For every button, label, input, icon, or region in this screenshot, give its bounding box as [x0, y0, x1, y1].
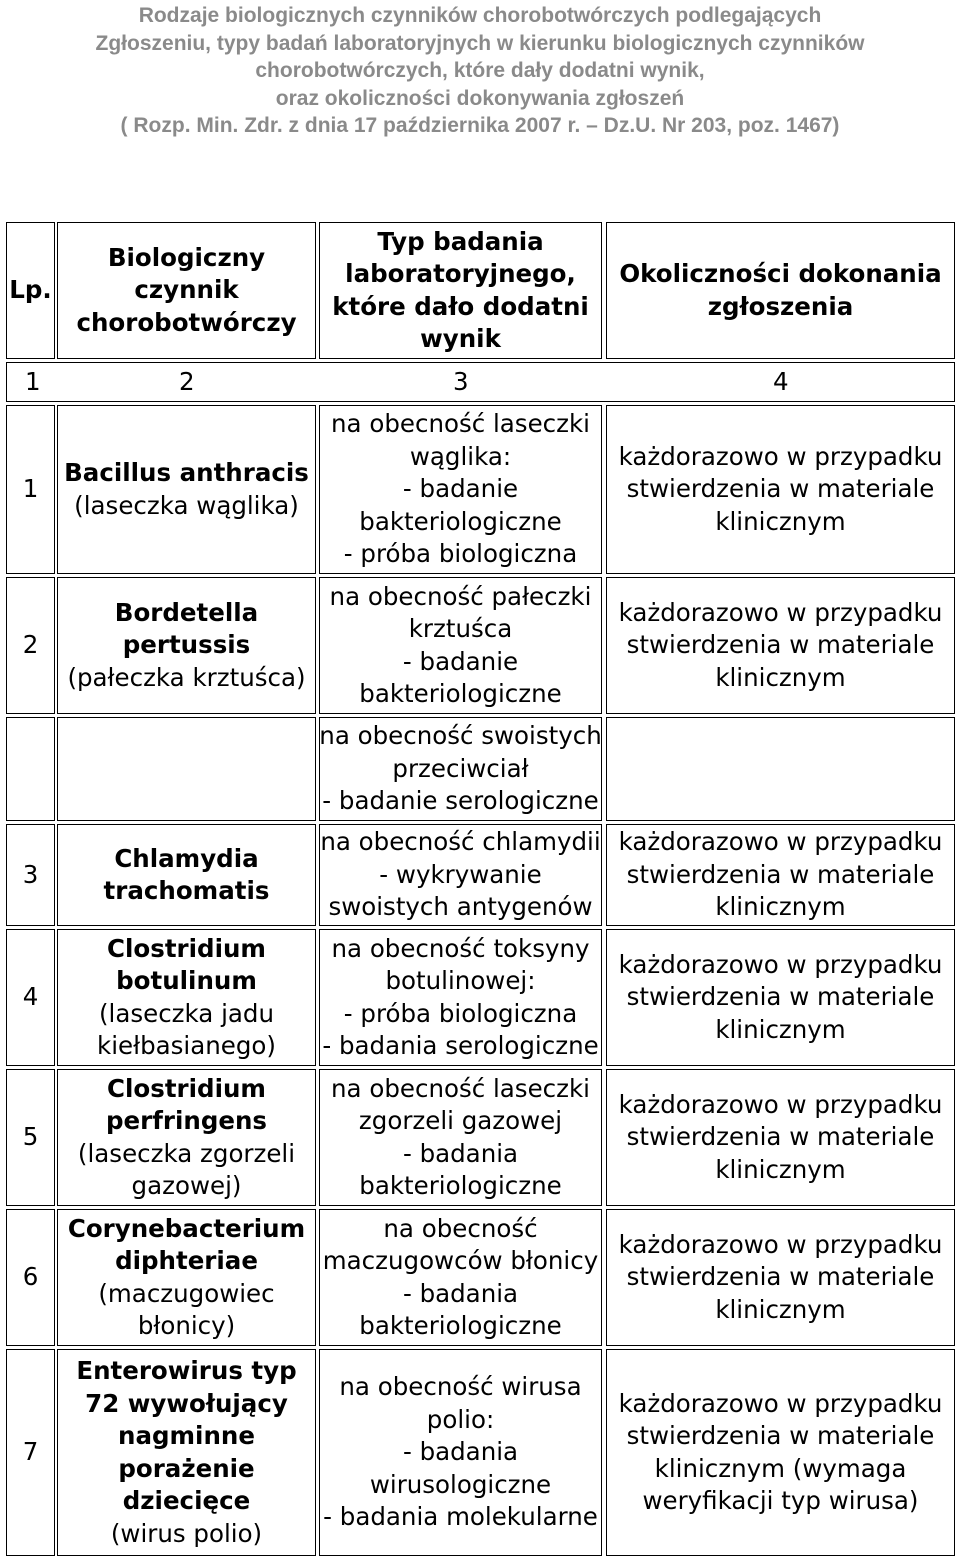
title-line: Zgłoszeniu, typy badań laboratoryjnych w kierunku biologicznych czynników	[95, 31, 865, 55]
pathogen-name-line: botulinum	[116, 966, 257, 995]
report-circumstances	[606, 824, 955, 926]
report-circumstances-line: stwierdzenia w materiale	[626, 982, 935, 1012]
test-type-line: swoistych antygenów	[328, 892, 593, 922]
pathogen-name-line: (maczugowiec	[98, 1278, 275, 1308]
test-type-line: bakteriologiczne	[359, 1171, 562, 1200]
row-number	[6, 824, 55, 926]
pathogen-name-line: (laseczka zgorzeli	[77, 1138, 296, 1168]
row-number-line: 4	[22, 982, 39, 1012]
header-test-line: Typ badania	[377, 226, 544, 256]
row-number	[6, 1069, 55, 1206]
pathogen-name-line: błonicy)	[137, 1311, 236, 1340]
report-circumstances-line: weryfikacji typ wirusa)	[642, 1486, 919, 1515]
test-type-line: - wykrywanie	[379, 859, 542, 889]
test-type-line: przeciwciał	[392, 753, 529, 783]
header-agent	[57, 222, 316, 359]
pathogen-name-line: Clostridium	[107, 933, 266, 963]
test-type-line: bakteriologiczne	[359, 506, 562, 536]
pathogen-name-line: gazowej)	[131, 1171, 242, 1200]
test-type-line: na obecność laseczki	[331, 409, 590, 439]
test-type-line: wirusologiczne	[369, 1469, 552, 1499]
pathogen-name-line: (laseczka wąglika)	[74, 490, 299, 520]
header-test	[319, 222, 602, 359]
test-type-line: - próba biologiczna	[343, 539, 578, 569]
pathogen-name	[57, 824, 316, 926]
report-circumstances-line: każdorazowo w przypadku	[618, 1229, 943, 1259]
report-circumstances-line: klinicznym	[715, 892, 846, 922]
header-circumstances-line: Okoliczności dokonania	[619, 259, 942, 288]
column-numbers-row	[6, 362, 955, 402]
report-circumstances-line: każdorazowo w przypadku	[618, 597, 943, 627]
test-type	[319, 929, 602, 1066]
pathogen-name-line: trachomatis	[103, 876, 270, 905]
pathogen-name-line: Chlamydia	[114, 843, 259, 873]
column-number: 2	[179, 366, 195, 396]
test-type	[319, 1349, 602, 1556]
header-test-line: które dało dodatni	[332, 291, 589, 321]
row-number	[6, 929, 55, 1066]
report-circumstances-line: stwierdzenia w materiale	[626, 1421, 935, 1450]
test-type-line: - badanie	[402, 646, 519, 676]
test-type-line: botulinowej:	[385, 966, 536, 995]
header-agent-line: Biologiczny	[107, 242, 266, 272]
row-number-line: 1	[22, 474, 39, 504]
pathogen-name-line: 72 wywołujący	[85, 1388, 288, 1418]
test-type	[319, 1209, 602, 1346]
test-type-line: na obecność	[383, 1213, 538, 1243]
report-circumstances	[606, 1069, 955, 1206]
row-number	[6, 577, 55, 714]
row-number	[6, 1349, 55, 1556]
row-number-line: 5	[22, 1122, 39, 1152]
row-number-line: 7	[22, 1437, 39, 1467]
report-circumstances-line: klinicznym (wymaga	[654, 1453, 907, 1483]
test-type-line: maczugowców błonicy	[322, 1246, 599, 1275]
pathogen-name-line: (laseczka jadu	[98, 998, 274, 1028]
pathogen-name-line: Bordetella	[114, 597, 259, 627]
pathogen-name	[57, 1209, 316, 1346]
report-circumstances-line: klinicznym	[715, 1154, 846, 1184]
test-type	[319, 717, 602, 821]
test-type-line: bakteriologiczne	[359, 679, 562, 708]
report-circumstances-line: klinicznym	[715, 662, 846, 692]
report-circumstances-line: klinicznym	[715, 1294, 846, 1324]
report-circumstances-line: każdorazowo w przypadku	[618, 827, 943, 857]
pathogen-name-line: (wirus polio)	[110, 1518, 263, 1548]
pathogen-name-line: nagminne	[118, 1421, 255, 1450]
report-circumstances	[606, 1349, 955, 1556]
test-type-line: na obecność chlamydii	[320, 827, 601, 857]
pathogen-name-line: kiełbasianego)	[97, 1031, 276, 1060]
pathogen-name-line: perfringens	[106, 1106, 267, 1135]
header-lp	[6, 222, 55, 359]
test-type	[319, 405, 602, 574]
header-test-line: wynik	[420, 324, 501, 353]
test-type-line: na obecność toksyny	[331, 933, 590, 963]
pathogen-name-line: (pałeczka krztuśca)	[67, 662, 306, 692]
test-type-line: na obecność wirusa	[339, 1372, 582, 1402]
report-circumstances-line: stwierdzenia w materiale	[626, 1122, 935, 1152]
report-circumstances-line: stwierdzenia w materiale	[626, 1262, 935, 1292]
test-type-line: - badania	[402, 1278, 519, 1308]
pathogen-name	[57, 717, 316, 821]
test-type	[319, 1069, 602, 1206]
test-type-line: - badania molekularne	[323, 1502, 598, 1532]
test-type-line: krztuśca	[408, 614, 513, 643]
column-number: 1	[25, 366, 41, 396]
header-test-line: laboratoryjnego,	[345, 259, 576, 288]
pathogen-name-line: dziecięce	[122, 1486, 251, 1515]
column-number: 4	[773, 366, 789, 396]
row-number-line: 6	[22, 1262, 39, 1292]
report-circumstances-line: klinicznym	[715, 506, 846, 536]
test-type-line: na obecność swoistych	[319, 721, 602, 751]
test-type-line: - badania	[402, 1437, 519, 1467]
report-circumstances-line: każdorazowo w przypadku	[618, 441, 943, 471]
test-type-line: na obecność pałeczki	[329, 581, 592, 611]
test-type-line: zgorzeli gazowej	[358, 1106, 563, 1135]
test-type	[319, 577, 602, 714]
report-circumstances-line: klinicznym	[715, 1014, 846, 1044]
pathogen-name-line: Enterowirus typ	[76, 1356, 297, 1385]
test-type-line: - badania serologiczne	[322, 1031, 599, 1060]
title-line: oraz okoliczności dokonywania zgłoszeń	[275, 86, 685, 110]
header-lp-line: Lp.	[9, 275, 52, 305]
header-circumstances	[606, 222, 955, 359]
row-number-line: 3	[22, 859, 39, 889]
pathogen-name-line: diphteriae	[115, 1246, 258, 1275]
pathogen-name	[57, 405, 316, 574]
header-agent-line: czynnik	[134, 275, 239, 305]
title-line: chorobotwórczych, które dały dodatni wynik,	[255, 59, 705, 82]
pathogen-name-line: Clostridium	[107, 1073, 266, 1103]
row-number	[6, 717, 55, 821]
report-circumstances	[606, 577, 955, 714]
pathogen-name-line: Corynebacterium	[67, 1213, 306, 1243]
report-circumstances-line: każdorazowo w przypadku	[618, 1388, 943, 1418]
pathogen-name-line: pertussis	[122, 630, 251, 660]
test-type-line: - próba biologiczna	[343, 998, 578, 1028]
report-circumstances	[606, 929, 955, 1066]
header-agent-line: chorobotwórczy	[76, 307, 297, 337]
pathogen-name	[57, 1349, 316, 1556]
pathogen-name	[57, 1069, 316, 1206]
test-type-line: - badanie serologiczne	[322, 786, 599, 816]
report-circumstances	[606, 717, 955, 821]
pathogen-name-line: Bacillus anthracis	[64, 458, 309, 487]
column-number: 3	[453, 366, 469, 396]
pathogen-name	[57, 577, 316, 714]
test-type-line: - badania	[402, 1138, 519, 1168]
pathogen-name-line: porażenie	[118, 1453, 255, 1483]
report-circumstances	[606, 405, 955, 574]
report-circumstances-line: stwierdzenia w materiale	[626, 474, 935, 504]
row-number-line: 2	[22, 630, 39, 660]
header-circumstances-line: zgłoszenia	[707, 291, 854, 321]
test-type-line: na obecność laseczki	[331, 1073, 590, 1103]
test-type	[319, 824, 602, 926]
row-number	[6, 1209, 55, 1346]
test-type-line: bakteriologiczne	[359, 1311, 562, 1340]
title-line: ( Rozp. Min. Zdr. z dnia 17 października 2007 r. – Dz.U. Nr 203, poz. 1467)	[120, 114, 840, 137]
pathogen-name	[57, 929, 316, 1066]
report-circumstances	[606, 1209, 955, 1346]
report-circumstances-line: każdorazowo w przypadku	[618, 1089, 943, 1119]
report-circumstances-line: stwierdzenia w materiale	[626, 630, 935, 660]
row-number	[6, 405, 55, 574]
test-type-line: - badanie	[402, 474, 519, 504]
report-circumstances-line: stwierdzenia w materiale	[626, 859, 935, 889]
title-line: Rodzaje biologicznych czynników chorobotwórczych podlegających	[138, 4, 822, 27]
test-type-line: wąglika:	[409, 441, 512, 471]
test-type-line: polio:	[426, 1404, 495, 1434]
report-circumstances-line: każdorazowo w przypadku	[618, 949, 943, 979]
